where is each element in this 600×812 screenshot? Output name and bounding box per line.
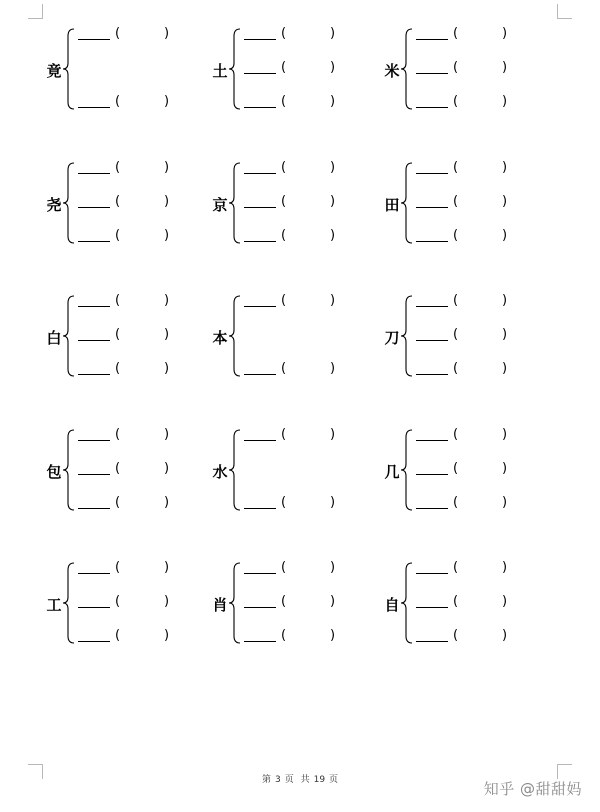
- curly-brace-icon: [400, 295, 414, 377]
- answer-line[interactable]: [416, 628, 556, 644]
- answer-line[interactable]: [416, 495, 556, 511]
- character-group: [44, 26, 214, 114]
- footer-total-unit: 页: [329, 775, 339, 785]
- footer-total-prefix: 共: [300, 775, 310, 785]
- open-paren: (: [453, 560, 459, 575]
- footer-page-prefix: 第: [261, 775, 271, 785]
- curly-brace-icon: [62, 295, 76, 377]
- fill-in-blank[interactable]: [244, 306, 276, 307]
- fill-in-blank[interactable]: [416, 440, 448, 441]
- close-paren: ): [502, 228, 508, 243]
- answer-line[interactable]: [78, 560, 218, 576]
- character-group: [210, 560, 380, 648]
- curly-brace-icon: [400, 429, 414, 511]
- open-paren: (: [281, 427, 287, 442]
- answer-line[interactable]: [244, 160, 384, 176]
- curly-brace-icon: [228, 28, 242, 110]
- answer-line[interactable]: [244, 293, 384, 309]
- close-paren: ): [164, 228, 170, 243]
- answer-line[interactable]: [78, 194, 218, 210]
- open-paren: (: [281, 60, 287, 75]
- answer-line[interactable]: [416, 560, 556, 576]
- open-paren: (: [453, 361, 459, 376]
- close-paren: ): [164, 160, 170, 175]
- close-paren: ): [164, 361, 170, 376]
- fill-in-blank[interactable]: [244, 641, 276, 642]
- fill-in-blank[interactable]: [244, 173, 276, 174]
- close-paren: ): [164, 628, 170, 643]
- open-paren: (: [453, 461, 459, 476]
- fill-in-blank[interactable]: [78, 440, 110, 441]
- answer-line[interactable]: [416, 94, 556, 110]
- fill-in-blank[interactable]: [416, 573, 448, 574]
- close-paren: ): [164, 427, 170, 442]
- fill-in-blank[interactable]: [78, 641, 110, 642]
- fill-in-blank[interactable]: [244, 607, 276, 608]
- base-character: 土: [212, 62, 228, 80]
- open-paren: (: [115, 427, 121, 442]
- close-paren: ): [330, 160, 336, 175]
- answer-line[interactable]: [416, 26, 556, 42]
- answer-line[interactable]: [416, 594, 556, 610]
- fill-in-blank[interactable]: [416, 39, 448, 40]
- open-paren: (: [281, 560, 287, 575]
- open-paren: (: [281, 94, 287, 109]
- curly-brace-icon: [400, 562, 414, 644]
- close-paren: ): [330, 228, 336, 243]
- fill-in-blank[interactable]: [416, 374, 448, 375]
- fill-in-blank[interactable]: [416, 107, 448, 108]
- character-group: [44, 427, 214, 515]
- base-character: 水: [212, 463, 228, 481]
- fill-in-blank[interactable]: [416, 641, 448, 642]
- character-group: [210, 427, 380, 515]
- character-group: [382, 560, 552, 648]
- character-group: [382, 26, 552, 114]
- close-paren: ): [330, 361, 336, 376]
- base-character: 工: [46, 596, 62, 614]
- fill-in-blank[interactable]: [78, 241, 110, 242]
- open-paren: (: [115, 594, 121, 609]
- open-paren: (: [453, 293, 459, 308]
- close-paren: ): [502, 495, 508, 510]
- close-paren: ): [330, 26, 336, 41]
- fill-in-blank[interactable]: [78, 508, 110, 509]
- character-group: [44, 560, 214, 648]
- answer-line[interactable]: [78, 160, 218, 176]
- close-paren: ): [502, 160, 508, 175]
- close-paren: ): [164, 293, 170, 308]
- open-paren: (: [115, 94, 121, 109]
- close-paren: ): [502, 628, 508, 643]
- curly-brace-icon: [228, 429, 242, 511]
- open-paren: (: [281, 160, 287, 175]
- open-paren: (: [453, 60, 459, 75]
- curly-brace-icon: [62, 162, 76, 244]
- answer-line[interactable]: [416, 194, 556, 210]
- character-group: [382, 427, 552, 515]
- answer-line[interactable]: [416, 327, 556, 343]
- answer-line[interactable]: [416, 361, 556, 377]
- open-paren: (: [115, 160, 121, 175]
- open-paren: (: [281, 495, 287, 510]
- fill-in-blank[interactable]: [416, 474, 448, 475]
- base-character: 白: [46, 329, 62, 347]
- character-group: [210, 26, 380, 114]
- open-paren: (: [453, 194, 459, 209]
- base-character: 刀: [384, 329, 400, 347]
- character-group: [44, 293, 214, 381]
- fill-in-blank[interactable]: [244, 508, 276, 509]
- close-paren: ): [502, 560, 508, 575]
- close-paren: ): [164, 495, 170, 510]
- close-paren: ): [502, 26, 508, 41]
- close-paren: ): [502, 293, 508, 308]
- fill-in-blank[interactable]: [416, 340, 448, 341]
- close-paren: ): [502, 427, 508, 442]
- close-paren: ): [330, 560, 336, 575]
- answer-line[interactable]: [244, 560, 384, 576]
- fill-in-blank[interactable]: [416, 241, 448, 242]
- answer-line[interactable]: [244, 361, 384, 377]
- watermark: 知乎 @甜甜妈: [483, 780, 582, 798]
- answer-line[interactable]: [244, 495, 384, 511]
- curly-brace-icon: [400, 28, 414, 110]
- open-paren: (: [281, 361, 287, 376]
- answer-line[interactable]: [78, 228, 218, 244]
- base-character: 本: [212, 329, 228, 347]
- fill-in-blank[interactable]: [416, 73, 448, 74]
- footer-page-number: 3: [274, 775, 281, 785]
- fill-in-blank[interactable]: [78, 340, 110, 341]
- fill-in-blank[interactable]: [78, 173, 110, 174]
- answer-line[interactable]: [416, 461, 556, 477]
- character-group: [382, 160, 552, 248]
- answer-line[interactable]: [78, 361, 218, 377]
- open-paren: (: [115, 194, 121, 209]
- fill-in-blank[interactable]: [78, 474, 110, 475]
- close-paren: ): [164, 94, 170, 109]
- base-character: 竟: [46, 62, 62, 80]
- fill-in-blank[interactable]: [244, 440, 276, 441]
- fill-in-blank[interactable]: [244, 39, 276, 40]
- open-paren: (: [281, 594, 287, 609]
- close-paren: ): [164, 194, 170, 209]
- answer-line[interactable]: [244, 628, 384, 644]
- open-paren: (: [115, 228, 121, 243]
- open-paren: (: [453, 628, 459, 643]
- base-character: 肖: [212, 596, 228, 614]
- fill-in-blank[interactable]: [78, 573, 110, 574]
- close-paren: ): [502, 594, 508, 609]
- close-paren: ): [330, 628, 336, 643]
- fill-in-blank[interactable]: [78, 107, 110, 108]
- character-group: [210, 293, 380, 381]
- open-paren: (: [453, 594, 459, 609]
- base-character: 米: [384, 62, 400, 80]
- close-paren: ): [330, 293, 336, 308]
- close-paren: ): [330, 495, 336, 510]
- answer-line[interactable]: [244, 427, 384, 443]
- close-paren: ): [164, 461, 170, 476]
- answer-line[interactable]: [416, 60, 556, 76]
- answer-line[interactable]: [78, 628, 218, 644]
- curly-brace-icon: [62, 28, 76, 110]
- close-paren: ): [502, 461, 508, 476]
- open-paren: (: [281, 228, 287, 243]
- answer-line[interactable]: [416, 293, 556, 309]
- open-paren: (: [115, 327, 121, 342]
- fill-in-blank[interactable]: [244, 374, 276, 375]
- close-paren: ): [164, 594, 170, 609]
- answer-line[interactable]: [244, 594, 384, 610]
- curly-brace-icon: [228, 162, 242, 244]
- curly-brace-icon: [62, 429, 76, 511]
- open-paren: (: [115, 26, 121, 41]
- answer-line[interactable]: [78, 94, 218, 110]
- close-paren: ): [502, 194, 508, 209]
- fill-in-blank[interactable]: [78, 306, 110, 307]
- character-group: [210, 160, 380, 248]
- open-paren: (: [453, 228, 459, 243]
- fill-in-blank[interactable]: [244, 207, 276, 208]
- answer-line[interactable]: [416, 228, 556, 244]
- close-paren: ): [502, 327, 508, 342]
- open-paren: (: [453, 160, 459, 175]
- close-paren: ): [164, 327, 170, 342]
- open-paren: (: [115, 628, 121, 643]
- footer-page-unit: 页: [284, 775, 294, 785]
- curly-brace-icon: [228, 562, 242, 644]
- open-paren: (: [115, 361, 121, 376]
- open-paren: (: [281, 194, 287, 209]
- close-paren: ): [502, 361, 508, 376]
- close-paren: ): [502, 60, 508, 75]
- open-paren: (: [453, 26, 459, 41]
- base-character: 田: [384, 196, 400, 214]
- fill-in-blank[interactable]: [78, 207, 110, 208]
- open-paren: (: [281, 628, 287, 643]
- answer-line[interactable]: [416, 160, 556, 176]
- open-paren: (: [453, 94, 459, 109]
- open-paren: (: [115, 495, 121, 510]
- character-group: [44, 160, 214, 248]
- close-paren: ): [164, 26, 170, 41]
- fill-in-blank[interactable]: [244, 573, 276, 574]
- answer-line[interactable]: [244, 60, 384, 76]
- open-paren: (: [281, 293, 287, 308]
- answer-line[interactable]: [244, 26, 384, 42]
- answer-line[interactable]: [78, 427, 218, 443]
- curly-brace-icon: [62, 562, 76, 644]
- close-paren: ): [330, 94, 336, 109]
- base-character: 几: [384, 463, 400, 481]
- fill-in-blank[interactable]: [244, 241, 276, 242]
- close-paren: ): [164, 560, 170, 575]
- fill-in-blank[interactable]: [78, 39, 110, 40]
- answer-line[interactable]: [244, 228, 384, 244]
- fill-in-blank[interactable]: [78, 374, 110, 375]
- fill-in-blank[interactable]: [244, 107, 276, 108]
- footer-total-pages: 19: [313, 775, 326, 785]
- answer-line[interactable]: [78, 327, 218, 343]
- close-paren: ): [330, 60, 336, 75]
- fill-in-blank[interactable]: [416, 607, 448, 608]
- fill-in-blank[interactable]: [416, 508, 448, 509]
- fill-in-blank[interactable]: [416, 306, 448, 307]
- open-paren: (: [115, 560, 121, 575]
- curly-brace-icon: [400, 162, 414, 244]
- character-group: [382, 293, 552, 381]
- answer-line[interactable]: [78, 26, 218, 42]
- close-paren: ): [502, 94, 508, 109]
- open-paren: (: [281, 26, 287, 41]
- curly-brace-icon: [228, 295, 242, 377]
- fill-in-blank[interactable]: [416, 207, 448, 208]
- close-paren: ): [330, 427, 336, 442]
- fill-in-blank[interactable]: [244, 73, 276, 74]
- open-paren: (: [115, 293, 121, 308]
- base-character: 自: [384, 596, 400, 614]
- open-paren: (: [453, 327, 459, 342]
- answer-line[interactable]: [78, 461, 218, 477]
- answer-line[interactable]: [244, 94, 384, 110]
- open-paren: (: [453, 495, 459, 510]
- open-paren: (: [453, 427, 459, 442]
- close-paren: ): [330, 594, 336, 609]
- answer-line[interactable]: [78, 594, 218, 610]
- answer-line[interactable]: [78, 495, 218, 511]
- base-character: 尧: [46, 196, 62, 214]
- base-character: 京: [212, 196, 228, 214]
- base-character: 包: [46, 463, 62, 481]
- open-paren: (: [115, 461, 121, 476]
- fill-in-blank[interactable]: [416, 173, 448, 174]
- close-paren: ): [330, 194, 336, 209]
- answer-line[interactable]: [244, 194, 384, 210]
- fill-in-blank[interactable]: [78, 607, 110, 608]
- answer-line[interactable]: [78, 293, 218, 309]
- answer-line[interactable]: [416, 427, 556, 443]
